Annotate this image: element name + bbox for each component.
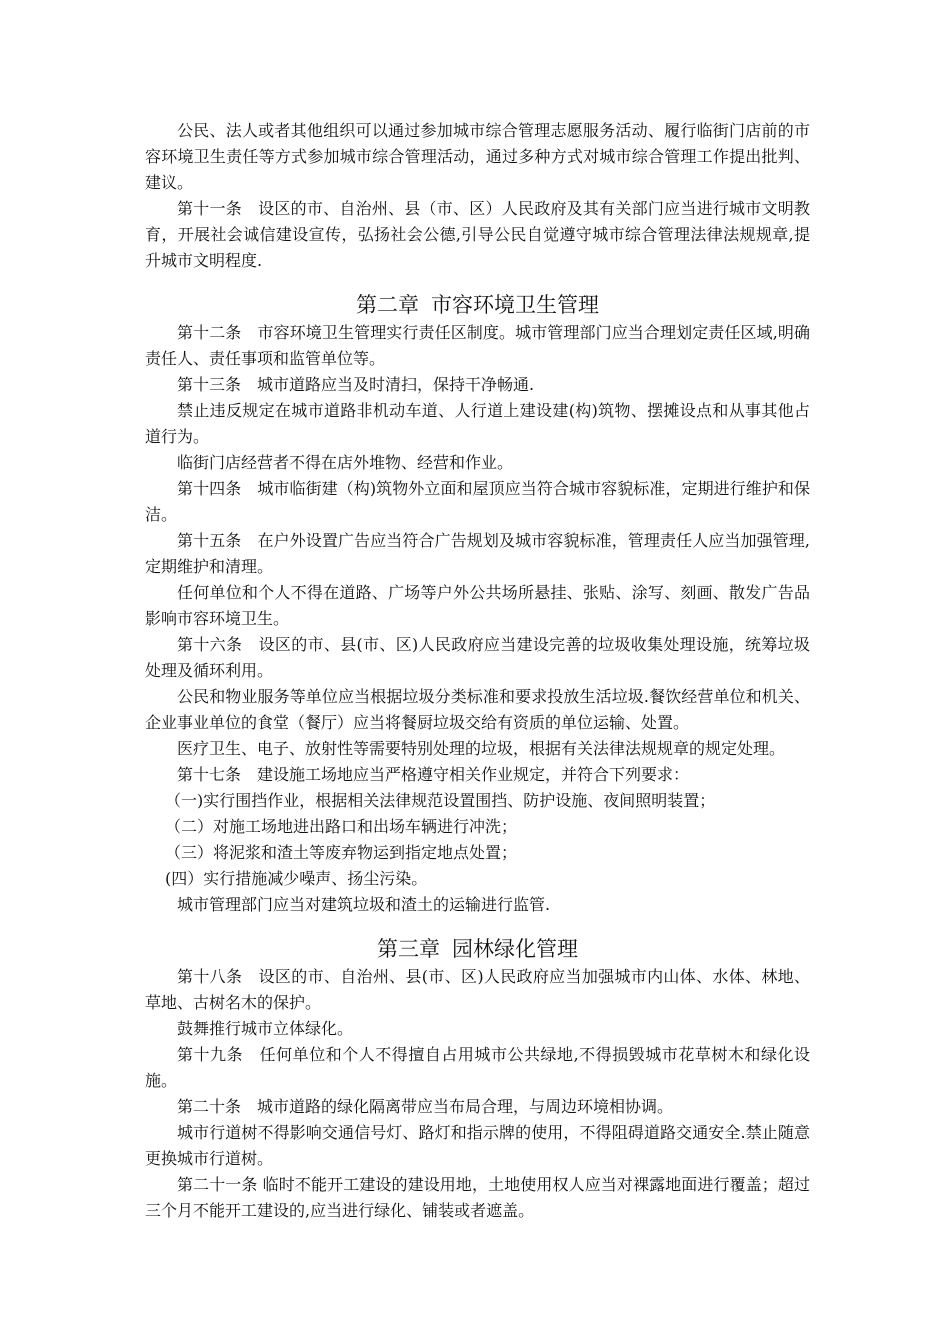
article-20: 第二十条 城市道路的绿化隔离带应当布局合理，与周边环境相协调。 <box>177 1097 674 1116</box>
chapter-3-body <box>145 964 810 1224</box>
article-16: 第十六条 设区的市、县(市、区)人民政府应当建设完善的垃圾收集处理设施，统筹垃圾处理及循环利用。 <box>145 635 810 680</box>
chapter-title: 园林绿化管理 <box>452 937 578 961</box>
paragraph: 公民和物业服务等单位应当根据垃圾分类标准和要求投放生活垃圾.餐饮经营单位和机关、企业事业单位的食堂（餐厅）应当将餐厨垃圾交给有资质的单位运输、处置。 <box>145 687 810 732</box>
list-item: （三）将泥浆和渣土等废弃物运到指定地点处置； <box>165 843 518 862</box>
list-item: （一)实行围挡作业，根据相关法律规范设置围挡、防护设施、夜间照明装置； <box>165 791 716 810</box>
chapter-2-heading <box>145 290 810 320</box>
article-11: 第十一条 设区的市、自治州、县（市、区）人民政府及其有关部门应当进行城市文明教育，开展社会诚信建设宣传，弘扬社会公德,引导公民自觉遵守城市综合管理法律法规规章,提升城市文明程度. <box>145 199 810 270</box>
article-13: 第十三条 城市道路应当及时清扫，保持干净畅通. <box>177 375 535 394</box>
article-19: 第十九条 任何单位和个人不得擅自占用城市公共绿地,不得损毁城市花草树木和绿化设施。 <box>145 1045 810 1090</box>
chapter-number: 第三章 <box>377 937 440 961</box>
intro-section <box>145 118 810 274</box>
paragraph: 鼓舞推行城市立体绿化。 <box>177 1019 354 1038</box>
article-21: 第二十一条 临时不能开工建设的建设用地，土地使用权人应当对裸露地面进行覆盖；超过三个月不能开工建设的,应当进行绿化、铺装或者遮盖。 <box>145 1175 810 1220</box>
paragraph: 临街门店经营者不得在店外堆物、经营和作业。 <box>177 453 514 472</box>
article-15: 第十五条 在户外设置广告应当符合广告规划及城市容貌标准，管理责任人应当加强管理,定期维护和清理。 <box>145 531 810 576</box>
list-item: （二）对施工场地进出路口和出场车辆进行冲洗； <box>165 817 518 836</box>
chapter-title: 市容环境卫生管理 <box>431 293 599 317</box>
chapter-2-body <box>145 320 810 918</box>
article-12: 第十二条 市容环境卫生管理实行责任区制度。城市管理部门应当合理划定责任区域,明确责任人、责任事项和监管单位等。 <box>145 323 810 368</box>
paragraph: 医疗卫生、电子、放射性等需要特别处理的垃圾，根据有关法律法规规章的规定处理。 <box>177 739 786 758</box>
chapter-number: 第二章 <box>356 293 419 317</box>
article-17: 第十七条 建设施工场地应当严格遵守相关作业规定，并符合下列要求： <box>177 765 690 784</box>
list-item: (四）实行措施减少噪声、扬尘污染。 <box>165 869 428 888</box>
paragraph: 任何单位和个人不得在道路、广场等户外公共场所悬挂、张贴、涂写、刻画、散发广告品影响市容环境卫生。 <box>145 583 810 628</box>
paragraph: 公民、法人或者其他组织可以通过参加城市综合管理志愿服务活动、履行临街门店前的市容环境卫生责任等方式参加城市综合管理活动，通过多种方式对城市综合管理工作提出批判、建议。 <box>145 121 810 192</box>
paragraph: 禁止违反规定在城市道路非机动车道、人行道上建设建(构)筑物、摆摊设点和从事其他占道行为。 <box>145 401 810 446</box>
paragraph: 城市管理部门应当对建筑垃圾和渣土的运输进行监管. <box>177 895 551 914</box>
article-14: 第十四条 城市临街建（构)筑物外立面和屋顶应当符合城市容貌标准，定期进行维护和保洁。 <box>145 479 810 524</box>
document-page <box>145 118 810 1224</box>
chapter-3-heading <box>145 934 810 964</box>
paragraph: 城市行道树不得影响交通信号灯、路灯和指示牌的使用，不得阻碍道路交通安全.禁止随意更换城市行道树。 <box>145 1123 810 1168</box>
article-18: 第十八条 设区的市、自治州、县(市、区)人民政府应当加强城市内山体、水体、林地、草地、古树名木的保护。 <box>145 967 810 1012</box>
